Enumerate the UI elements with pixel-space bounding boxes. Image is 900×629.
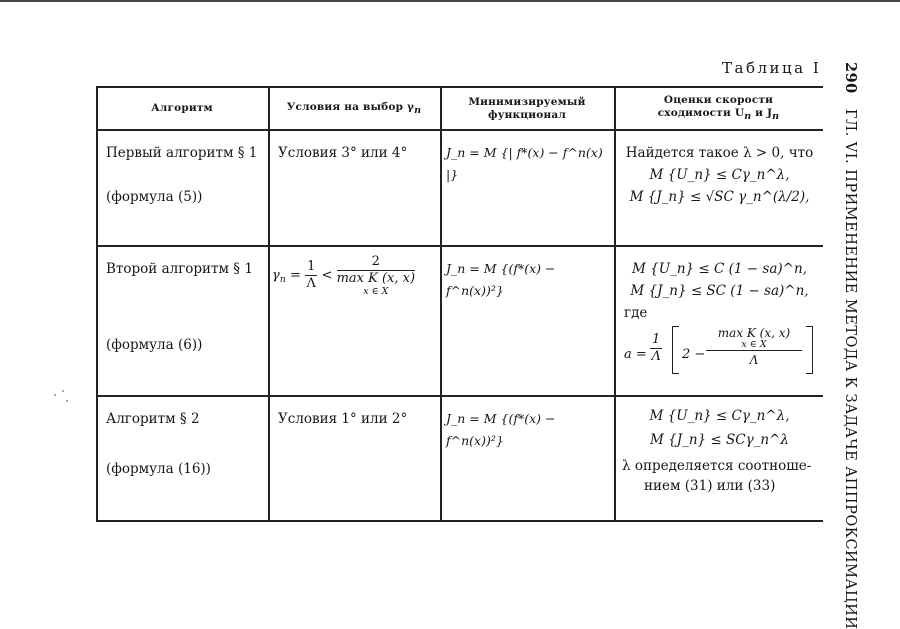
header-estimates: Оценки скорости сходимости Un и Jn (657, 94, 780, 122)
algorithm-table (96, 86, 823, 522)
row3-functional: J_n = M {(f*(x) − f^n(x))²} (446, 411, 556, 448)
row3-conditions: Условия 1° или 2° (278, 411, 408, 427)
row-rule-1 (96, 245, 823, 247)
row1-conditions: Условия 3° или 4° (278, 145, 408, 161)
header-functional: Минимизируемый функционал (468, 95, 586, 121)
col-rule-0 (96, 86, 98, 522)
row2-algorithm: Второй алгоритм § 1 (106, 261, 253, 277)
row3-formula: (формула (16)) (106, 461, 211, 477)
row2-a-formula: a = $\frac{1}{\Lambda}$ 2 − max K (x, x) x ∈ X Λ (624, 326, 820, 374)
row3-note: λ определяется соотноше- нием (31) или (33) (622, 458, 812, 494)
row1-algorithm: Первый алгоритм § 1 (106, 145, 258, 161)
col-rule-1 (268, 86, 270, 522)
col-rule-2 (440, 86, 442, 522)
top-border (0, 0, 900, 2)
row3-estimates: M {U_n} ≤ Cγ_n^λ, M {J_n} ≤ SCγ_n^λ (649, 408, 790, 448)
row2-where: где (624, 305, 648, 321)
header-rule (96, 129, 823, 131)
scan-specks (52, 388, 72, 408)
chapter-title: ГЛ. VI. ПРИМЕНЕНИЕ МЕТОДА К ЗАДАЧЕ АППРОКСИМАЦИИ (842, 108, 858, 629)
row2-functional: J_n = M {(f*(x) − f^n(x))²} (446, 261, 556, 298)
table-caption: Таблица I (722, 59, 822, 77)
header-algorithm: Алгоритм (151, 102, 213, 114)
row2-estimates: M {U_n} ≤ C (1 − sa)^n, M {J_n} ≤ SC (1 − sa)^n, (630, 261, 809, 299)
row1-functional: J_n = M {| f*(x) − f^n(x) |} (446, 145, 603, 182)
page-number: 290 (842, 62, 859, 94)
row2-conditions: $\gamma_n$ = $\frac{1}{\Lambda}$ < 2 max K (x, x) x ∈ X (272, 254, 416, 297)
row-rule-2 (96, 395, 823, 397)
row2-formula: (формула (6)) (106, 337, 203, 353)
header-conditions: Условия на выбор γn (286, 100, 422, 116)
running-head (842, 62, 859, 629)
table-bottom-rule (96, 520, 823, 522)
row3-algorithm: Алгоритм § 2 (106, 411, 200, 427)
row1-estimates: Найдется такое λ > 0, что M {U_n} ≤ Cγ_n^λ, M {J_n} ≤ √SC γ_n^(λ/2), (625, 145, 814, 205)
row1-formula: (формула (5)) (106, 189, 203, 205)
